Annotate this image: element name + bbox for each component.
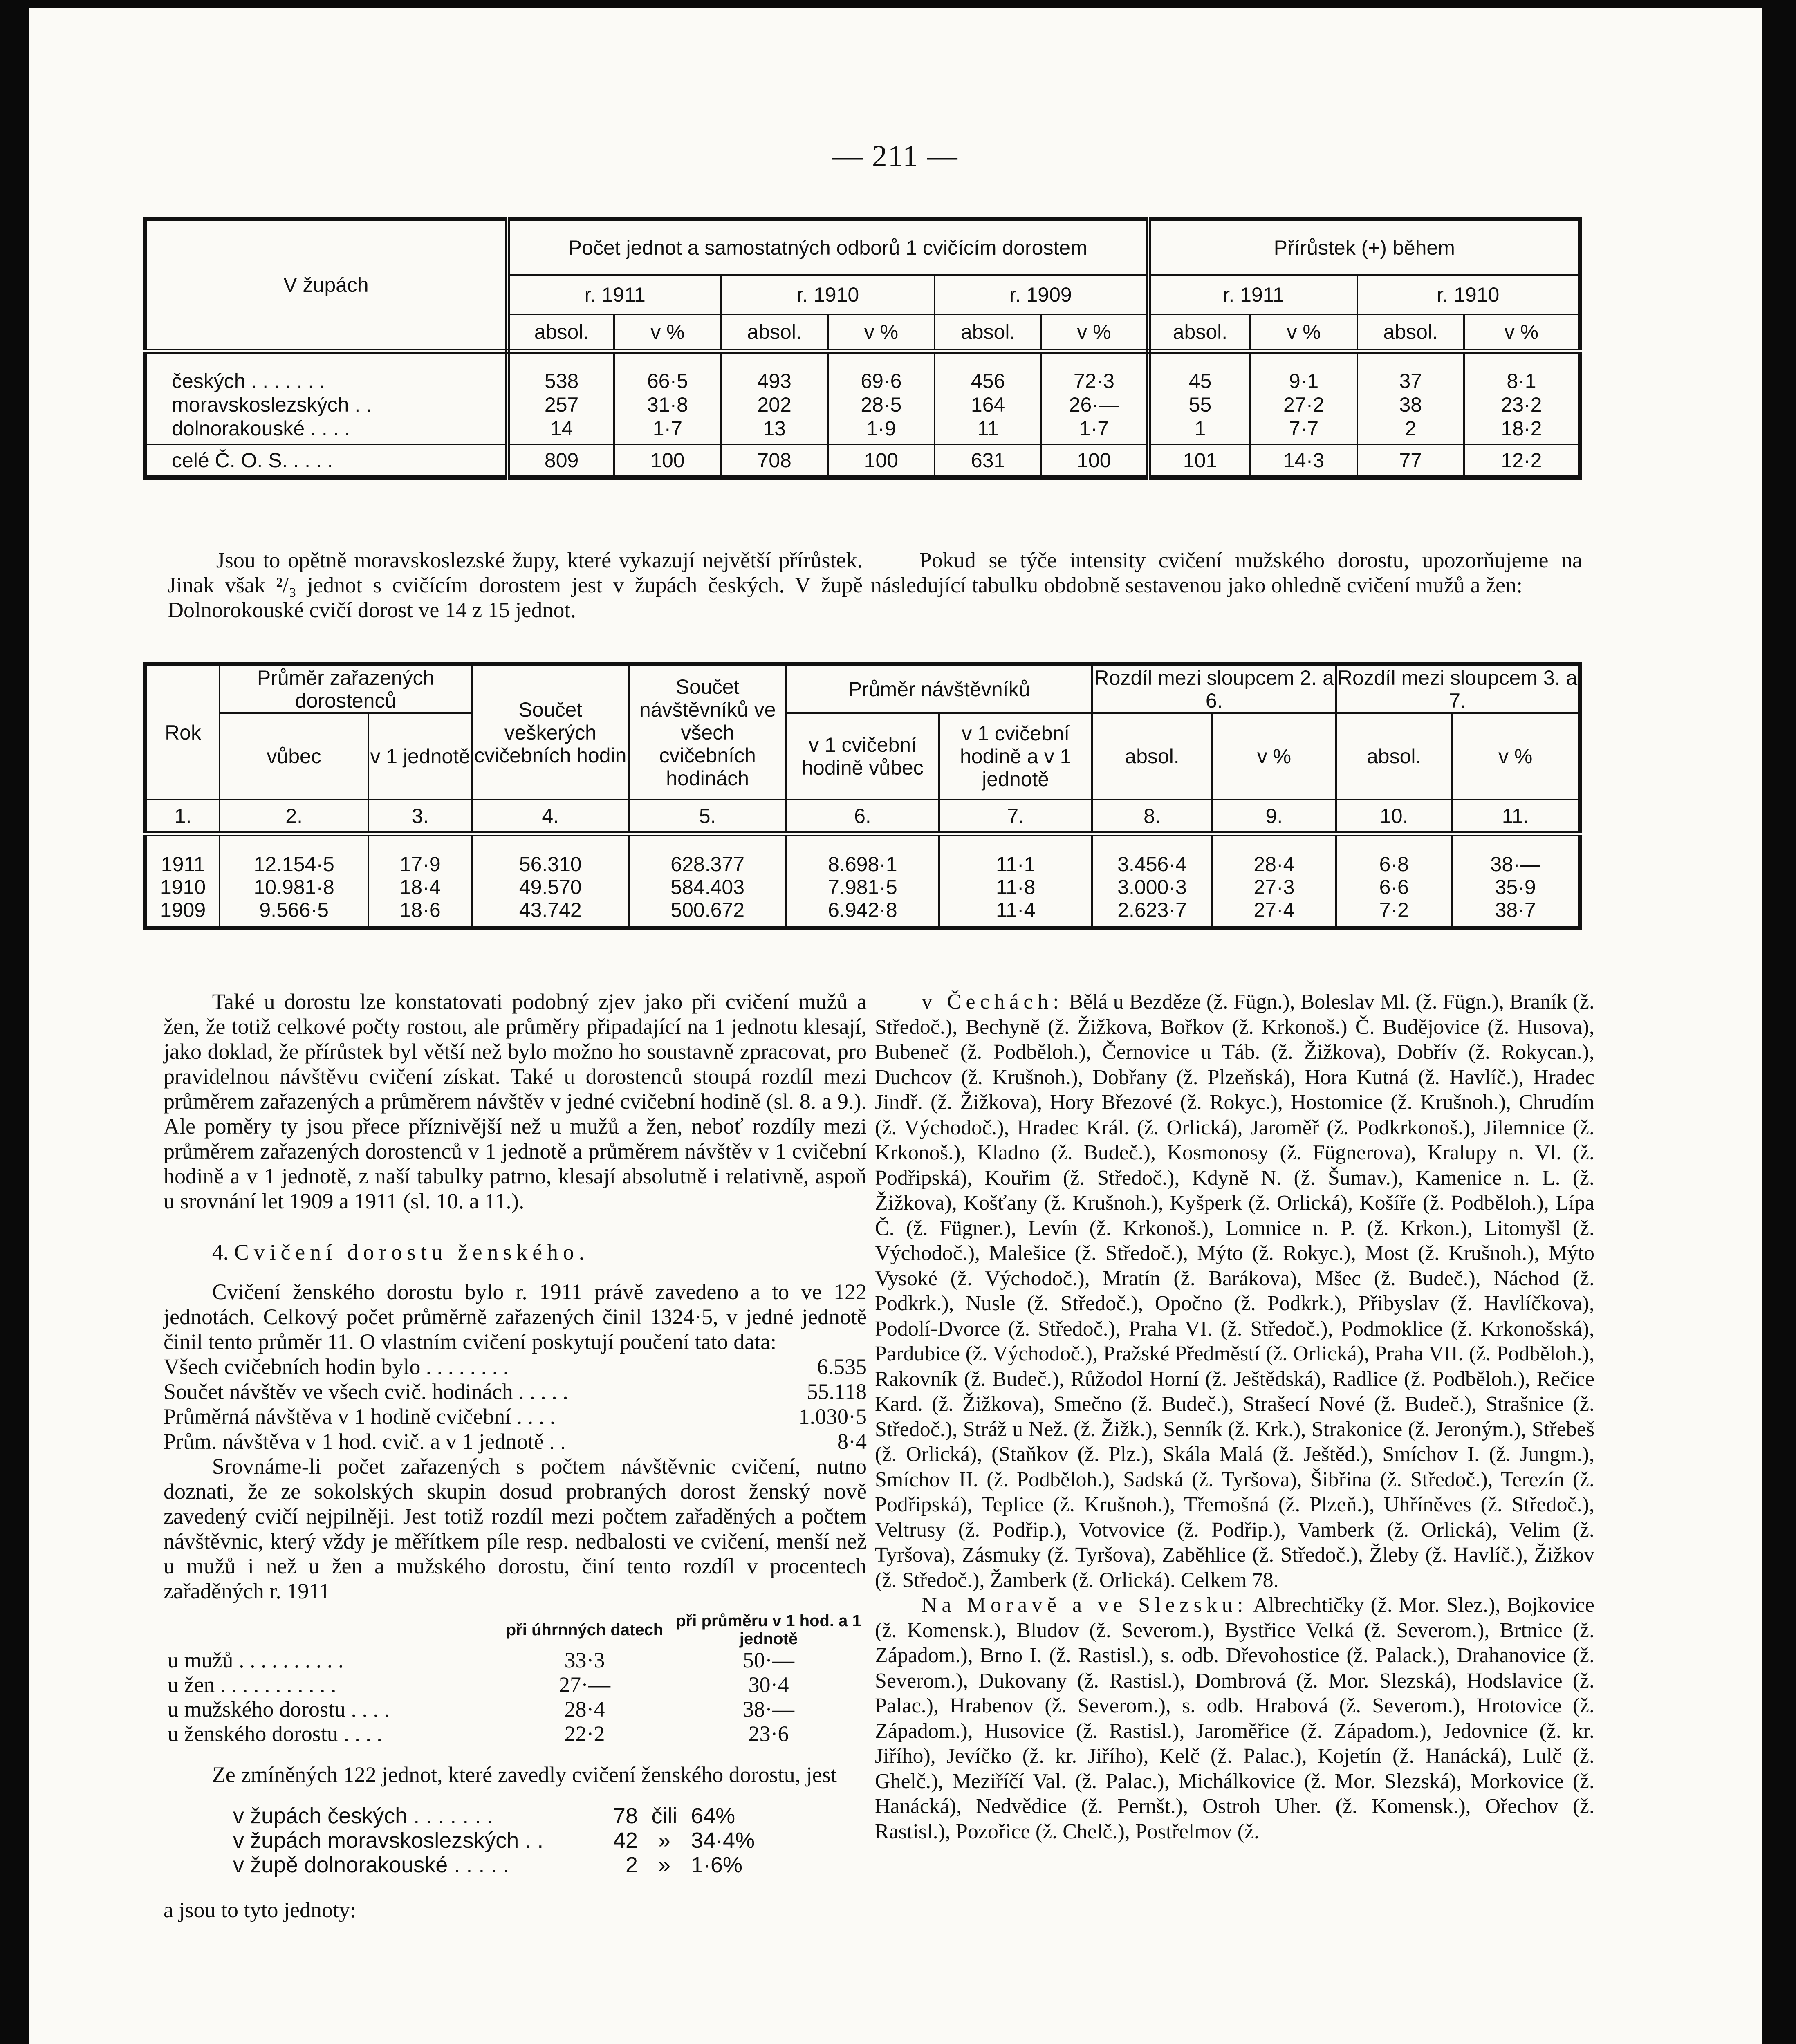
cell: 26·—: [1069, 393, 1119, 416]
cell: 12·2: [1464, 444, 1580, 477]
cell: 11: [977, 417, 999, 440]
year-1911: r. 1911: [507, 275, 721, 314]
table-row: [145, 351, 1580, 444]
cell: 27·4: [1253, 899, 1295, 921]
header-hodine-vubec: v 1 cvičební hodině vůbec: [786, 713, 939, 800]
cell: 3.000·3: [1117, 876, 1187, 899]
col-number: 9.: [1212, 800, 1336, 834]
cell: 257: [544, 393, 579, 416]
sub-pct: v %: [614, 314, 721, 351]
paragraph: Cvičení ženského dorostu bylo r. 1911 právě zavedeno a to ve 122 jednotách. Celkový počet průměrně zařazených činil 1324·5, v jedné jednotě činil tento průměr 11. O vlastním cvičení poskytují poučení tato data:: [164, 1280, 867, 1354]
table-member-units: [143, 217, 1582, 480]
table-difference: [164, 1612, 867, 1746]
sub-absol: absol.: [507, 314, 614, 351]
header-pct: v %: [1452, 713, 1580, 800]
cell: 8·1: [1507, 370, 1536, 392]
growth-year-1910: r. 1910: [1357, 275, 1580, 314]
cell: 14·3: [1250, 444, 1357, 477]
header-absol: absol.: [1336, 713, 1452, 800]
cell: 100: [1041, 444, 1148, 477]
cell: 6.942·8: [828, 899, 897, 921]
cell: 7.981·5: [828, 876, 897, 899]
cell: 72·3: [1073, 370, 1114, 392]
header-vubec: vůbec: [220, 713, 368, 800]
header-absol: absol.: [1092, 713, 1212, 800]
header-pct: v %: [1212, 713, 1336, 800]
cell: 1·7: [652, 417, 683, 440]
row-label: moravskoslezských . .: [172, 393, 372, 416]
header-rozdil-3-7: Rozdíl mezi sloupcem 3. a 7.: [1336, 664, 1580, 713]
cell: 101: [1148, 444, 1251, 477]
sub-pct: v %: [828, 314, 935, 351]
header-region: V župách: [145, 219, 507, 351]
sub-pct: v %: [1041, 314, 1148, 351]
cell: 100: [828, 444, 935, 477]
table-row: u ženského dorostu . . . . 22·2 23·6: [168, 1721, 789, 1746]
table-attendance: [143, 662, 1582, 930]
header-rok: Rok: [145, 664, 220, 800]
right-column: [875, 989, 1594, 1844]
cell: 11·8: [996, 876, 1036, 899]
cell: 2: [1405, 417, 1417, 440]
cell: 18·6: [399, 899, 441, 921]
paragraph-right-intro: Pokud se týče intensity cvičení mužského dorostu, upozorňujeme na následující tabulku obdobně sestavenou jako ohledně cvičení mužů a žen:: [871, 548, 1582, 597]
paragraph-cechy: [875, 989, 1594, 1593]
table-row: u mužů . . . . . . . . . . 33·3 50·—: [168, 1648, 794, 1672]
column-numbers: [145, 800, 1580, 834]
growth-year-1911: r. 1911: [1148, 275, 1357, 314]
cell: 18·4: [399, 876, 441, 899]
sub-pct: v %: [1250, 314, 1357, 351]
stat-line: Prům. návštěva v 1 hod. cvič. a v 1 jednotě . . 8·4: [164, 1429, 867, 1454]
unit-list: Albrechtičky (ž. Mor. Slez.), Bojkovice (ž. Komensk.), Bludov (ž. Severom.), Bystřice Velká (ž. Severom.), Brtnice (ž. Západom.), Brno I. (ž. Rastisl.), s. odb. Dřevohostice (ž. Palack.), Drahanovice (ž. Severom.), Dukovany (ž. Rastisl.), Dombrová (ž. Mor. Slezská), Hodslavice (ž. Palac.), Hrabenov (ž. Severom.), s. odb. Hrabová (ž. Severom.), Hrotovice (ž. Západom.), Husovice (ž. Rastisl.), Jaroměřice (ž. Západom.), Jedovnice (ž. kr. Jiřího), Jevíčko (ž. kr. Jiřího), Kelč (ž. Palac.), Kojetín (ž. Hanácká), Lulč (ž. Ghelč.), Meziříčí Val. (ž. Palac.), Michálkovice (ž. Mor. Slezská), Morkovice (ž. Hanácká), Nedvědice (ž. Pernšt.), Ostroh Uher. (ž. Komensk.), Ořechov (ž. Rastisl.), Pozořice (ž. Chelč.), Postřelmov (ž.: [875, 1594, 1594, 1843]
sub-absol: absol.: [1148, 314, 1251, 351]
section-heading: [164, 1240, 867, 1265]
year-1910: r. 1910: [721, 275, 935, 314]
cell: 56.310: [519, 853, 582, 876]
cell: 631: [935, 444, 1041, 477]
paragraph: a jsou to tyto jednoty:: [164, 1898, 356, 1922]
cell: 17·9: [399, 853, 441, 876]
sub-pct: v %: [1464, 314, 1580, 351]
heading-number: 4.: [212, 1240, 229, 1264]
cell: 9·1: [1289, 370, 1319, 392]
cell: 66·5: [647, 370, 688, 392]
cell: 11·1: [996, 853, 1036, 876]
row-label: českých . . . . . . .: [172, 370, 325, 392]
cell: 28·4: [1253, 853, 1295, 876]
cell: 9.566·5: [259, 899, 329, 921]
table-row: v župě dolnorakouské . . . . . 2 » 1·6%: [233, 1853, 743, 1877]
sub-absol: absol.: [935, 314, 1041, 351]
cell: 100: [614, 444, 721, 477]
cell: 10.981·8: [253, 876, 334, 899]
cell: 708: [721, 444, 828, 477]
cell: 27·3: [1253, 876, 1295, 899]
cell: 77: [1357, 444, 1464, 477]
cell: 538: [544, 370, 579, 392]
table-row: v župách českých . . . . . . . 78 čili 64%: [233, 1804, 735, 1828]
paragraph: Ze zmíněných 122 jednot, které zavedly cvičení ženského dorostu, jest: [212, 1762, 837, 1787]
table-row-total: [145, 444, 1580, 477]
cell: 1·7: [1079, 417, 1109, 440]
cell: 2.623·7: [1117, 899, 1187, 921]
cell: 628.377: [670, 853, 745, 876]
cell: 456: [971, 370, 1005, 392]
cell: 27·2: [1283, 393, 1325, 416]
header-hodine-jednote: v 1 cvičební hodině a v 1 jednotě: [939, 713, 1092, 800]
cell: 23·2: [1501, 393, 1542, 416]
cell: 1910: [160, 876, 206, 899]
cell: 43.742: [519, 899, 582, 921]
cell: 28·5: [861, 393, 902, 416]
year-1909: r. 1909: [935, 275, 1148, 314]
cell: 6·8: [1379, 853, 1409, 876]
header-rozdil-2-6: Rozdíl mezi sloupcem 2. a 6.: [1092, 664, 1336, 713]
cell: 1911: [161, 853, 205, 876]
cell: 1909: [160, 899, 206, 921]
cell: 13: [763, 417, 786, 440]
unit-list: Bělá u Bezděze (ž. Fügn.), Boleslav Ml. (ž. Fügn.), Braník (ž. Středoč.), Bechyně (ž. Žižkova, Bořkov (ž. Krkonoš.) Č. Budějovice (ž. Husova), Bubeneč (ž. Podběloh.), Černovice u Táb. (ž. Žižkova), Dobřív (ž. Rokycan.), Duchcov (ž. Krušnoh.), Dobřany (ž. Plzeňská), Hora Kutná (ž. Havlíč.), Hradec Jindř. (ž. Žižkova), Hory Březové (ž. Rokyc.), Hostomice (ž. Krušnoh.), Chrudím (ž. Východoč.), Hradec Král. (ž. Orlická), Jaroměř (ž. Podkrkonoš.), Jilemnice (ž. Krkonoš.), Kladno (ž. Budeč.), Kosmonosy (ž. Fügnerova), Kralupy n. Vl. (ž. Podřipská), Kouřim (ž. Středoč.), Kdyně N. (ž. Šumav.), Kamenice n. L. (ž. Žižkova), Košťany (ž. Krušnoh.), Kyšperk (ž. Orlická), Košíře (ž. Podběloh.), Lípa Č. (ž. Fügner.), Levín (ž. Krkonoš.), Lomnice n. P. (ž. Krkon.), Litomyšl (ž. Východoč.), Malešice (ž. Středoč.), Mýto (ž. Rokyc.), Most (ž. Krušnoh.), Mýto Vysoké (ž. Východoč.), Mratín (ž. Barákova), Mšec (ž. Budeč.), Náchod (ž. Podkrk.), Nusle (ž. Středoč.), Opočno (ž. Podkrk.), Přibyslav (ž. Havlíčkova), Podolí-Dvorce (ž. Středoč.), Praha VI. (ž. Středoč.), Podmoklice (ž. Krkonošská), Pardubice (ž. Východoč.), Pražské Předměstí (ž. Orlická), Praha VII. (ž. Podběloh.), Rakovník (ž. Budeč.), Růžodol Horní (ž. Ještědská), Radlice (ž. Podběloh.), Rečice Kard. (ž. Žižkova), Smečno (ž. Budeč.), Strašecí Nové (ž. Budeč.), Strašnice (ž. Středoč.), Stráž u Než. (ž. Žižk.), Senník (ž. Krk.), Strakonice (ž. Jeroným.), Střebeš (ž. Orlická), (Staňkov (ž. Plz.), Skála Malá (ž. Ještěd.), Smíchov I. (ž. Jungm.), Smíchov II. (ž. Podběloh.), Sadská (ž. Tyršova), Šibřina (ž. Středoč.), Terezín (ž. Podřipská), Teplice (ž. Krušnoh.), Třemošná (ž. Plzeň.), Uhříněves (ž. Středoč.), Veltrusy (ž. Podřip.), Votvovice (ž. Podřip.), Vamberk (ž. Orlická), Velim (ž. Tyršova), Zásmuky (ž. Tyršova), Zaběhlice (ž. Středoč.), Žleby (ž. Havlíč.), Žižkov (ž. Středoč.), Žamberk (ž. Orlická). Celkem 78.: [875, 990, 1594, 1592]
cell: 38·—: [1490, 853, 1540, 876]
col-number: 10.: [1336, 800, 1452, 834]
table-row: v župách moravskoslezských . . 42 » 34·4%: [233, 1828, 755, 1853]
paragraph-morava: [875, 1593, 1594, 1844]
cell: 164: [971, 393, 1005, 416]
col-number: 1.: [145, 800, 220, 834]
page: [29, 8, 1762, 2044]
sub-absol: absol.: [1357, 314, 1464, 351]
col-number: 3.: [368, 800, 472, 834]
paragraph: Srovnáme-li počet zařazených s počtem návštěvnic cvičení, nutno doznati, že ze sokolských skupin dosud probraných dorost ženský nově zavedený cvičí nejpilněji. Jest totiž rozdíl mezi počtem zařaděných a počtem návštěvnic, který vždy je měřítkem píle resp. nedbalosti ve cvičení, menší než u mužů i než u žen a mužského dorostu, činí tento rozdíl v procentech zařaděných r. 1911: [164, 1454, 867, 1603]
col-number: 2.: [220, 800, 368, 834]
cell: 6·6: [1379, 876, 1409, 899]
cell: 69·6: [861, 370, 902, 392]
page-number: — 211 —: [832, 139, 958, 173]
left-column: [164, 989, 867, 1923]
cell: 3.456·4: [1117, 853, 1187, 876]
cell: 45: [1188, 370, 1212, 392]
row-label: dolnorakouské . . . .: [172, 417, 350, 440]
header-growth: Přírůstek (+) během: [1148, 219, 1580, 275]
col-number: 5.: [629, 800, 786, 834]
header-prumer: Průměr zařazených dorostenců: [220, 664, 472, 713]
stat-line: Součet návštěv ve všech cvič. hodinách . . . . . 55.118: [164, 1379, 867, 1404]
cell: 35·9: [1495, 876, 1536, 899]
header-soucet-navstevniku: Součet návštěvníků ve všech cvičebních hodinách: [629, 664, 786, 800]
col-number: 7.: [939, 800, 1092, 834]
cell: 493: [757, 370, 791, 392]
cell: 12.154·5: [253, 853, 334, 876]
region-heading: Na Moravě a ve Slezsku:: [922, 1594, 1248, 1617]
paragraph-left-intro: Jsou to opětně moravskoslezské župy, které vykazují největší přírůstek. Jinak však ²/₃ jednot s cvičícím dorostem jest v župách českých. V župě Dolnorokouské cvičí dorost ve 14 z 15 jednot.: [168, 548, 863, 622]
header-v1-jednote: v 1 jednotě: [368, 713, 472, 800]
header-soucet-hodin: Součet veškerých cvičebních hodin: [472, 664, 629, 800]
table-row: u žen . . . . . . . . . . . 27·— 30·4: [168, 1672, 789, 1697]
cell: 38·7: [1495, 899, 1536, 921]
cell: 809: [507, 444, 614, 477]
cell: 49.570: [519, 876, 582, 899]
cell: 7·7: [1289, 417, 1319, 440]
cell: 11·4: [996, 899, 1036, 921]
cell: 55: [1188, 393, 1212, 416]
cell: 8.698·1: [828, 853, 897, 876]
row-label: celé Č. O. S. . . . .: [145, 444, 507, 477]
col-number: 8.: [1092, 800, 1212, 834]
cell: 7·2: [1379, 899, 1409, 921]
cell: 31·8: [647, 393, 688, 416]
cell: 18·2: [1501, 417, 1542, 440]
table-row: [145, 834, 1580, 928]
header-prumer-navstevniku: Průměr návštěvníků: [786, 664, 1092, 713]
cell: 584.403: [670, 876, 745, 899]
stat-line: Všech cvičebních hodin bylo . . . . . . . . 6.535: [164, 1354, 867, 1379]
sub-absol: absol.: [721, 314, 828, 351]
region-heading: v Čechách:: [922, 990, 1064, 1013]
header-average: při průměru v 1 hod. a 1 jednotě: [676, 1612, 861, 1648]
table-distribution: [233, 1804, 773, 1877]
cell: 14: [550, 417, 573, 440]
cell: 202: [757, 393, 791, 416]
cell: 38: [1399, 393, 1422, 416]
cell: 1·9: [866, 417, 896, 440]
cell: 37: [1399, 370, 1422, 392]
col-number: 11.: [1452, 800, 1580, 834]
table-row: u mužského dorostu . . . . 28·4 38·—: [168, 1697, 794, 1721]
col-number: 4.: [472, 800, 629, 834]
heading-text: Cvičení dorostu ženského.: [234, 1240, 590, 1264]
header-count: Počet jednot a samostatných odborů 1 cvičícím dorostem: [507, 219, 1148, 275]
paragraph: Také u dorostu lze konstatovati podobný zjev jako při cvičení mužů a žen, že totiž celkové počty rostou, ale průměry připadající na 1 jednotu klesají, jako doklad, že přírůstek byl větší než bylo možno ho soustavně zpracovat, pro pravidelnou návštěvu cvičení získat. Také u dorostenců stoupá rozdíl mezi průměrem zařazených a průměrem návštěv v jedné cvičební hodině (sl. 8. a 9.). Ale poměry ty jsou přece příznivější než u mužů a žen, neboť rozdíly mezi průměrem zařazených dorostenců v 1 jednotě a průměrem návštěv v 1 cvičební hodině a v 1 jednotě, z naší tabulky patrno, klesají absolutně i relativně, aspoň u srovnání let 1909 a 1911 (sl. 10. a 11.).: [164, 989, 867, 1213]
header-totals: při úhrnných datech: [506, 1621, 664, 1639]
stat-line: Průměrná návštěva v 1 hodině cvičební . . . . 1.030·5: [164, 1404, 867, 1429]
cell: 1: [1194, 417, 1206, 440]
col-number: 6.: [786, 800, 939, 834]
cell: 500.672: [670, 899, 745, 921]
